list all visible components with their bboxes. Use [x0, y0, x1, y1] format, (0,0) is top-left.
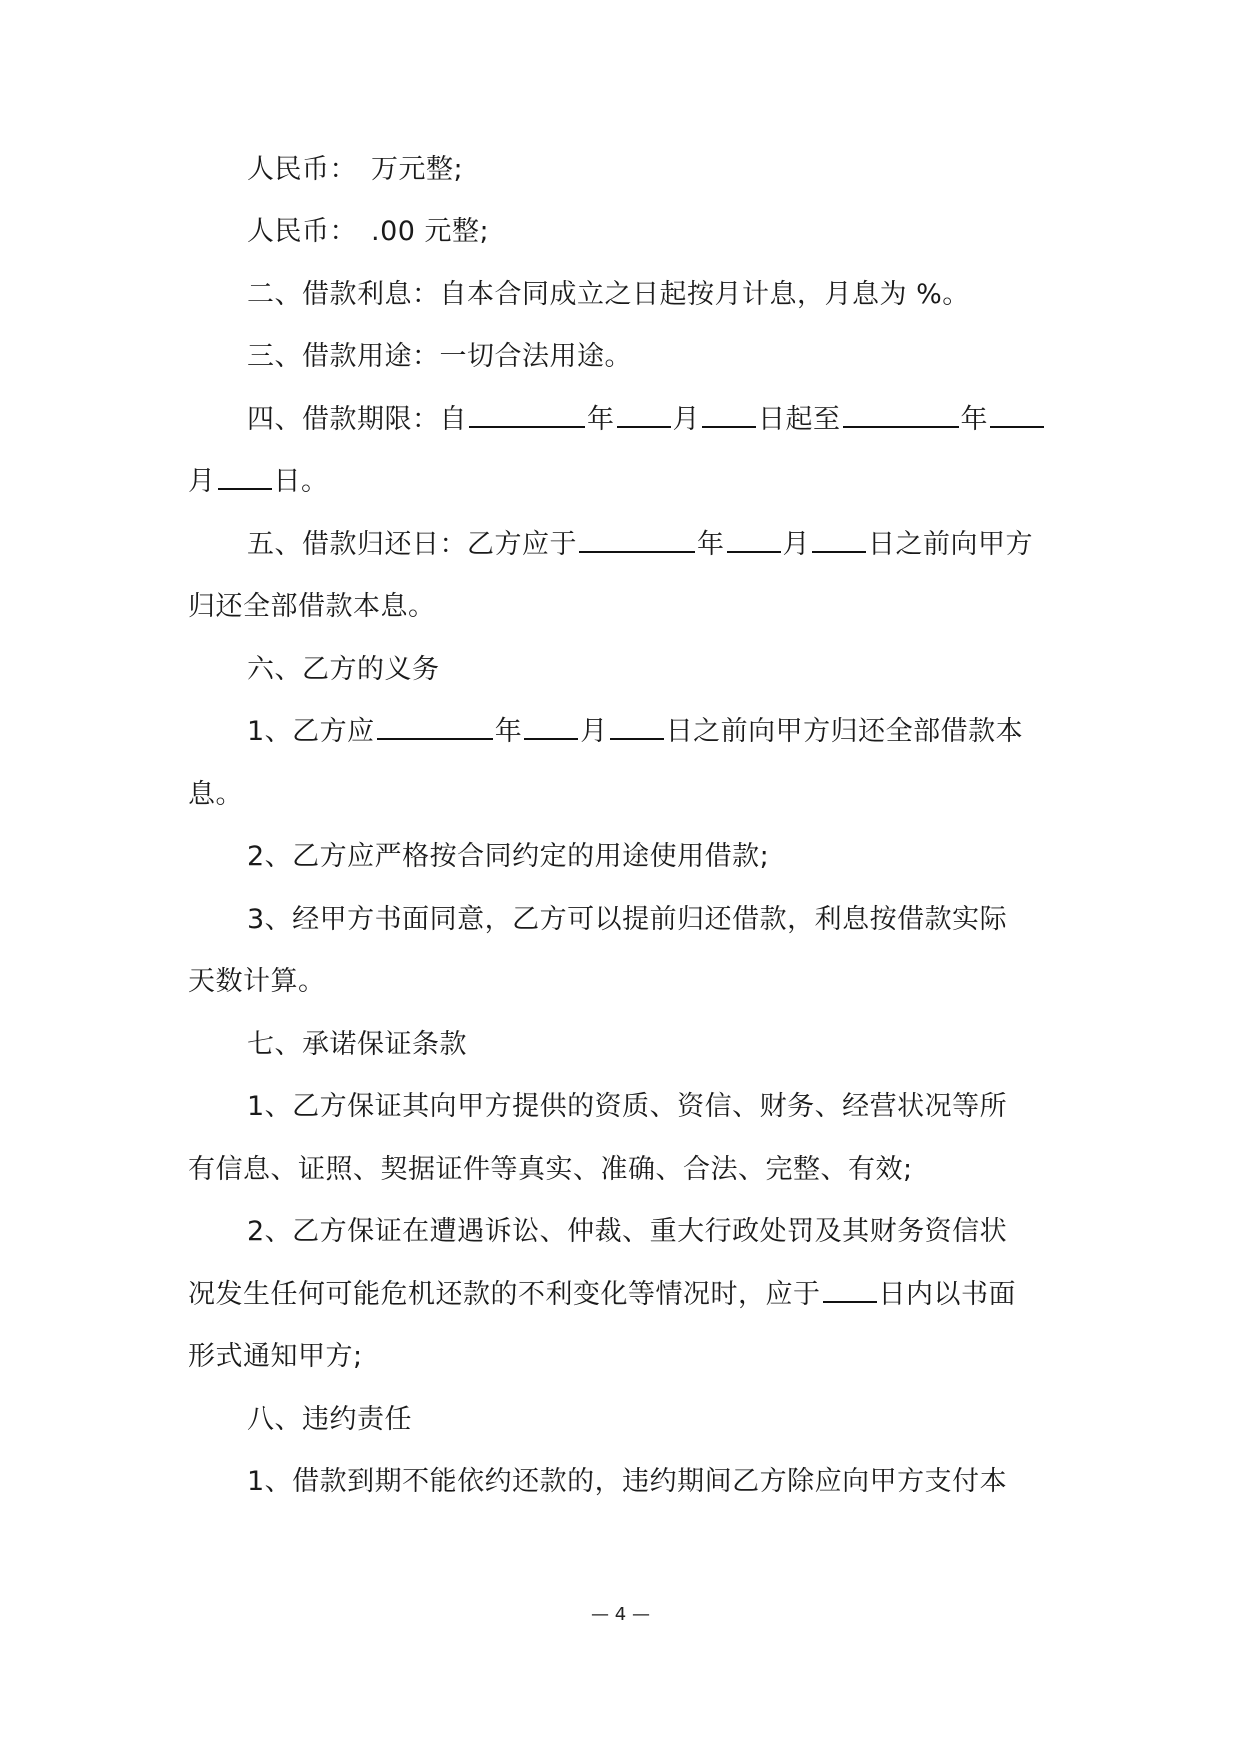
line-text: 2、乙方应严格按合同约定的用途使用借款; [247, 841, 770, 872]
blank-month [988, 400, 1046, 440]
line-text: 人民币： .00 元整; [247, 216, 490, 247]
page-number: — 4 — [591, 1604, 650, 1625]
paragraph-line [0, 775, 1241, 815]
blank-month [522, 712, 580, 752]
line-text: 形式通知甲方; [188, 1341, 363, 1372]
line-text: 月 [188, 466, 216, 497]
line-text: 七、承诺保证条款 [247, 1029, 467, 1060]
line-text: 月 [782, 529, 810, 560]
line-text: 日内以书面 [878, 1279, 1016, 1310]
section-heading [0, 650, 1241, 690]
line-text: 二、借款利息：自本合同成立之日起按月计息，月息为 %。 [247, 279, 970, 310]
line-text: 日之前向甲方归还全部借款本 [665, 716, 1024, 747]
line-text: 日。 [273, 466, 329, 497]
blank-year [467, 400, 587, 440]
line-text: 月 [672, 404, 700, 435]
paragraph-line [0, 462, 1241, 502]
line-text: 有信息、证照、契据证件等真实、准确、合法、完整、有效; [188, 1154, 913, 1185]
paragraph-line-loan-term [0, 400, 1241, 440]
section-heading [0, 1025, 1241, 1065]
line-text: 2、乙方保证在遭遇诉讼、仲裁、重大行政处罚及其财务资信状 [247, 1216, 1008, 1247]
paragraph-line [0, 150, 1241, 190]
line-text: 天数计算。 [188, 966, 326, 997]
blank-days [821, 1275, 879, 1315]
section-heading [0, 1400, 1241, 1440]
line-text: 三、借款用途：一切合法用途。 [247, 341, 632, 372]
line-text: 五、借款归还日：乙方应于 [247, 529, 577, 560]
paragraph-line [0, 337, 1241, 377]
blank-year [577, 525, 697, 565]
line-text: 况发生任何可能危机还款的不利变化等情况时，应于 [188, 1279, 821, 1310]
paragraph-line [0, 212, 1241, 252]
paragraph-line [0, 1337, 1241, 1377]
blank-year [375, 712, 495, 752]
blank-day [216, 462, 274, 502]
line-text: 3、经甲方书面同意，乙方可以提前归还借款，利息按借款实际 [247, 904, 1008, 935]
line-text: 息。 [188, 779, 243, 810]
line-text: 人民币： 万元整; [247, 154, 464, 185]
line-text: 年 [960, 404, 988, 435]
blank-day [810, 525, 868, 565]
line-text: 年 [697, 529, 725, 560]
line-text: 1、乙方保证其向甲方提供的资质、资信、财务、经营状况等所 [247, 1091, 1008, 1122]
line-text: 八、违约责任 [247, 1404, 412, 1435]
blank-day [700, 400, 758, 440]
blank-day [608, 712, 666, 752]
paragraph-line [0, 1212, 1241, 1252]
paragraph-line [0, 712, 1241, 752]
paragraph-line [0, 900, 1241, 940]
paragraph-line [0, 1275, 1241, 1315]
paragraph-line-repay-date [0, 525, 1241, 565]
blank-month [615, 400, 673, 440]
paragraph-line [0, 837, 1241, 877]
paragraph-line [0, 1462, 1241, 1502]
line-text: 日之前向甲方 [868, 529, 1033, 560]
blank-month [725, 525, 783, 565]
line-text: 年 [494, 716, 523, 747]
line-text: 月 [580, 716, 608, 747]
paragraph-line [0, 275, 1241, 315]
paragraph-line [0, 1150, 1241, 1190]
line-text: 1、乙方应 [247, 716, 375, 747]
line-text: 1、借款到期不能依约还款的，违约期间乙方除应向甲方支付本 [247, 1466, 1008, 1497]
paragraph-line [0, 962, 1241, 1002]
line-text: 六、乙方的义务 [247, 654, 440, 685]
line-text: 年 [587, 404, 615, 435]
line-text: 四、借款期限：自 [247, 404, 467, 435]
paragraph-line [0, 587, 1241, 627]
blank-year [841, 400, 961, 440]
line-text: 日起至 [758, 404, 841, 435]
line-text: 归还全部借款本息。 [188, 591, 436, 622]
paragraph-line [0, 1087, 1241, 1127]
